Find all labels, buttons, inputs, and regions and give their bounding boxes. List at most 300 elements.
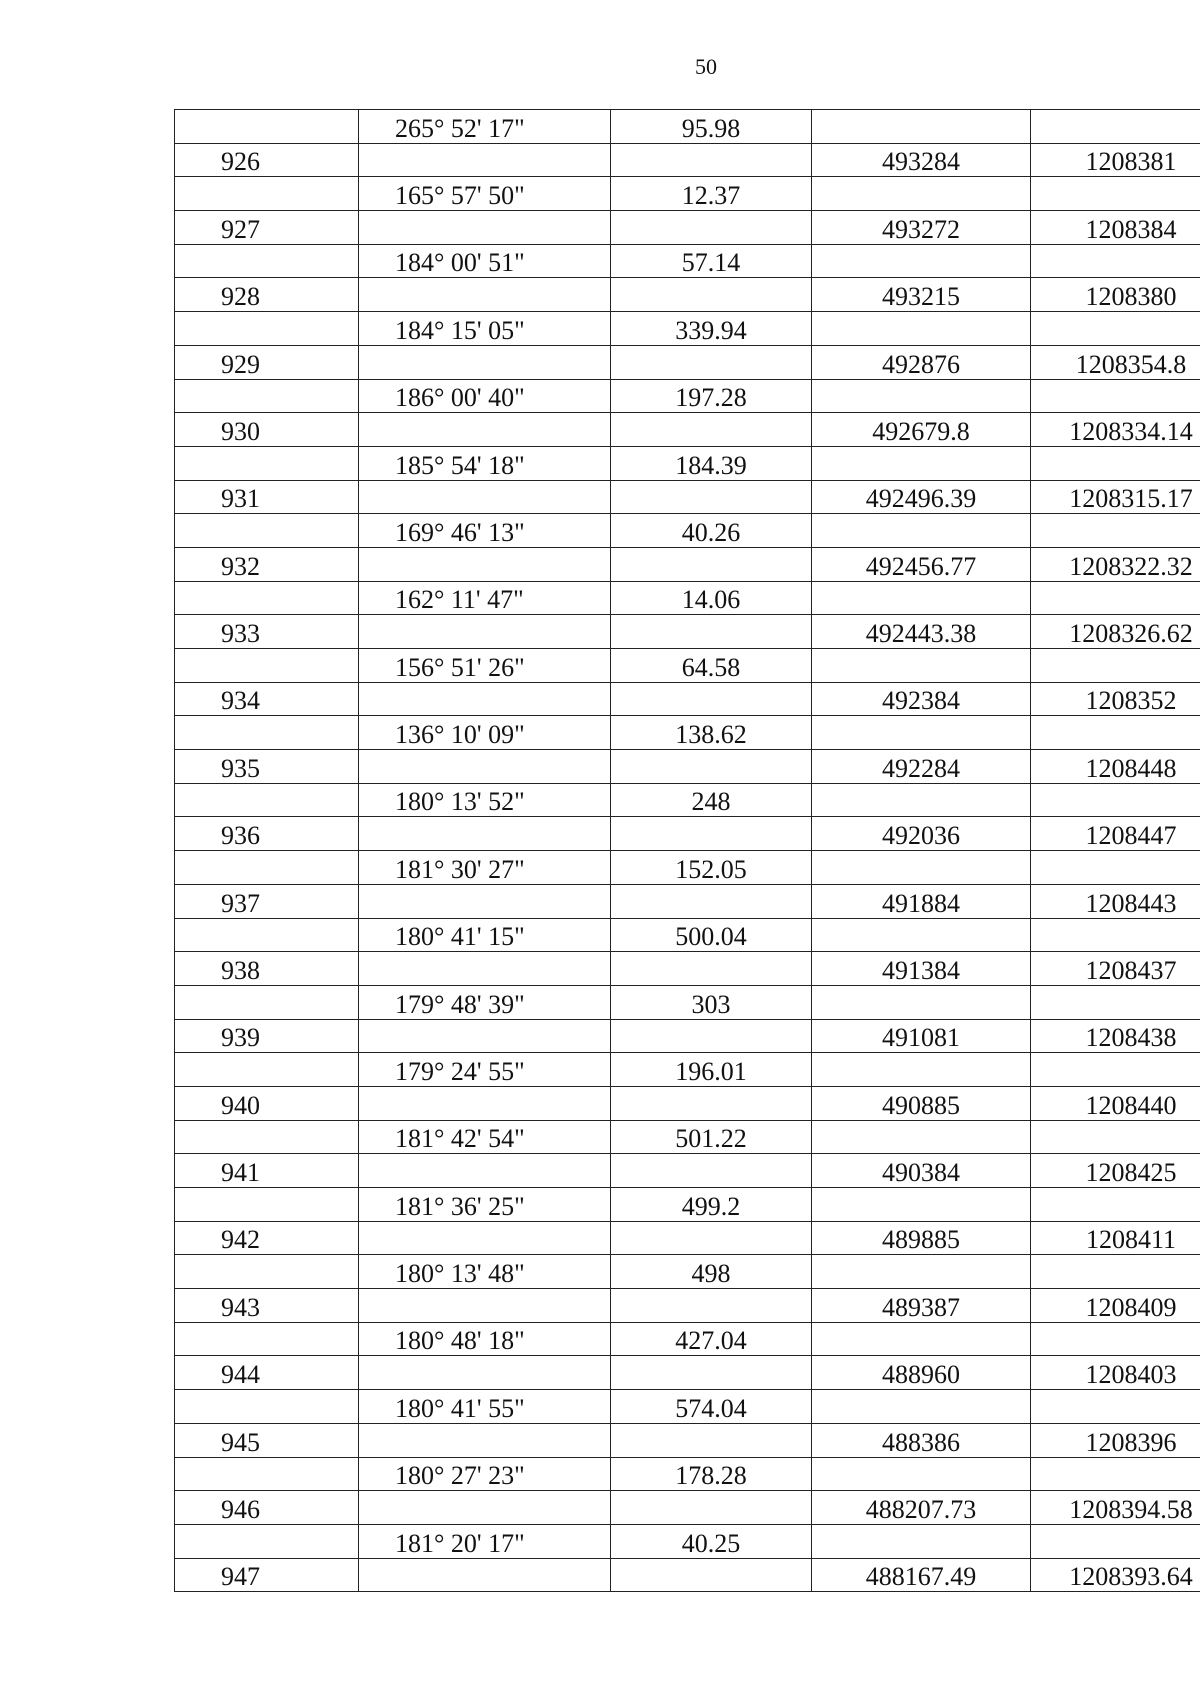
point-number-cell xyxy=(175,1154,359,1188)
y-coordinate-cell xyxy=(1031,1356,1200,1390)
table-row xyxy=(175,985,1200,1019)
distance-cell-text: 197.28 xyxy=(675,383,747,413)
bearing-angle-cell xyxy=(359,514,611,548)
y-coordinate-cell-text: 1208381 xyxy=(1085,147,1177,177)
table-row xyxy=(175,1322,1200,1356)
table-row xyxy=(175,918,1200,952)
bearing-angle-cell xyxy=(359,1457,611,1491)
distance-cell-text: 499.2 xyxy=(681,1191,741,1221)
y-coordinate-cell-text: 1208403 xyxy=(1085,1360,1177,1390)
y-coordinate-cell xyxy=(1031,379,1200,413)
bearing-angle-cell xyxy=(359,581,611,615)
x-coordinate-cell-text: 488386 xyxy=(882,1427,960,1457)
y-coordinate-cell xyxy=(1031,985,1200,1019)
x-coordinate-cell xyxy=(812,1019,1031,1053)
x-coordinate-cell-text: 492443.38 xyxy=(865,619,977,648)
point-number-cell xyxy=(175,1457,359,1491)
x-coordinate-cell-text: 490384 xyxy=(882,1158,960,1187)
table-row xyxy=(175,1120,1200,1154)
y-coordinate-cell-text: 1208326.62 xyxy=(1069,619,1193,648)
point-number-cell xyxy=(175,1356,359,1390)
x-coordinate-cell xyxy=(812,143,1031,177)
point-number-cell xyxy=(175,143,359,177)
bearing-angle-cell xyxy=(359,1558,611,1592)
x-coordinate-cell-text: 492284 xyxy=(882,753,960,783)
distance-cell xyxy=(611,1221,812,1255)
y-coordinate-cell-text: 1208396 xyxy=(1085,1427,1177,1457)
bearing-angle-cell xyxy=(359,1356,611,1390)
bearing-angle-cell-text: 162° 11' 47" xyxy=(395,585,524,615)
point-number-cell xyxy=(175,918,359,952)
distance-cell xyxy=(611,1423,812,1457)
bearing-angle-cell-text: 136° 10' 09" xyxy=(395,720,525,750)
distance-cell xyxy=(611,143,812,177)
point-number-cell-text: 938 xyxy=(221,955,260,985)
distance-cell xyxy=(611,514,812,548)
distance-cell xyxy=(611,1255,812,1289)
distance-cell xyxy=(611,851,812,885)
point-number-cell-text: 946 xyxy=(221,1494,260,1524)
distance-cell xyxy=(611,817,812,851)
distance-cell xyxy=(611,1390,812,1424)
table-row xyxy=(175,716,1200,750)
y-coordinate-cell xyxy=(1031,1289,1200,1323)
table-row xyxy=(175,1390,1200,1424)
distance-cell-text: 184.39 xyxy=(675,450,747,480)
x-coordinate-cell xyxy=(812,1255,1031,1289)
table-row xyxy=(175,884,1200,918)
x-coordinate-cell xyxy=(812,952,1031,986)
x-coordinate-cell-text: 492456.77 xyxy=(865,551,977,581)
point-number-cell-text: 945 xyxy=(221,1427,260,1457)
distance-cell-text: 500.04 xyxy=(675,922,747,952)
point-number-cell xyxy=(175,514,359,548)
distance-cell xyxy=(611,345,812,379)
point-number-cell xyxy=(175,1558,359,1592)
bearing-angle-cell xyxy=(359,682,611,716)
bearing-angle-cell-text: 180° 41' 15" xyxy=(395,922,525,952)
y-coordinate-cell xyxy=(1031,1491,1200,1525)
point-number-cell-text: 931 xyxy=(221,484,260,514)
distance-cell xyxy=(611,244,812,278)
distance-cell xyxy=(611,1457,812,1491)
distance-cell xyxy=(611,952,812,986)
x-coordinate-cell xyxy=(812,851,1031,885)
point-number-cell xyxy=(175,884,359,918)
y-coordinate-cell xyxy=(1031,110,1200,144)
x-coordinate-cell xyxy=(812,312,1031,346)
bearing-angle-cell-text: 179° 24' 55" xyxy=(395,1056,525,1086)
distance-cell xyxy=(611,1019,812,1053)
bearing-angle-cell-text: 181° 20' 17" xyxy=(395,1528,525,1558)
x-coordinate-cell-text: 493284 xyxy=(882,147,960,177)
table-row xyxy=(175,177,1200,211)
y-coordinate-cell xyxy=(1031,1255,1200,1289)
point-number-cell-text: 943 xyxy=(221,1292,260,1322)
y-coordinate-cell xyxy=(1031,1390,1200,1424)
distance-cell-text: 501.22 xyxy=(675,1124,747,1154)
point-number-cell-text: 926 xyxy=(221,147,260,177)
bearing-angle-cell xyxy=(359,817,611,851)
bearing-angle-cell xyxy=(359,1322,611,1356)
x-coordinate-cell xyxy=(812,682,1031,716)
x-coordinate-cell-text: 488960 xyxy=(882,1360,960,1390)
x-coordinate-cell xyxy=(812,817,1031,851)
x-coordinate-cell xyxy=(812,1390,1031,1424)
point-number-cell xyxy=(175,278,359,312)
y-coordinate-cell xyxy=(1031,480,1200,514)
point-number-cell xyxy=(175,211,359,245)
distance-cell xyxy=(611,1154,812,1188)
distance-cell xyxy=(611,312,812,346)
distance-cell xyxy=(611,211,812,245)
point-number-cell-text: 944 xyxy=(221,1360,260,1390)
bearing-angle-cell xyxy=(359,1086,611,1120)
bearing-angle-cell xyxy=(359,1019,611,1053)
distance-cell-text: 57.14 xyxy=(681,248,741,278)
table-row xyxy=(175,783,1200,817)
point-number-cell xyxy=(175,952,359,986)
distance-cell-text: 64.58 xyxy=(681,652,741,682)
point-number-cell xyxy=(175,783,359,817)
distance-cell xyxy=(611,716,812,750)
x-coordinate-cell-text: 489387 xyxy=(882,1292,960,1322)
bearing-angle-cell-text: 265° 52' 17" xyxy=(395,113,525,143)
bearing-angle-cell xyxy=(359,952,611,986)
bearing-angle-cell-text: 180° 27' 23" xyxy=(395,1461,525,1491)
point-number-cell-text: 937 xyxy=(221,888,260,918)
point-number-cell-text: 940 xyxy=(221,1090,260,1120)
x-coordinate-cell-text: 491384 xyxy=(882,955,960,985)
bearing-angle-cell-text: 184° 00' 51" xyxy=(395,248,525,278)
x-coordinate-cell-text: 491081 xyxy=(882,1023,960,1053)
table-row xyxy=(175,211,1200,245)
table-row xyxy=(175,1086,1200,1120)
distance-cell xyxy=(611,918,812,952)
point-number-cell xyxy=(175,649,359,683)
x-coordinate-cell xyxy=(812,918,1031,952)
bearing-angle-cell-text: 180° 41' 55" xyxy=(395,1393,525,1423)
distance-cell xyxy=(611,177,812,211)
point-number-cell-text: 932 xyxy=(221,551,260,581)
point-number-cell xyxy=(175,1491,359,1525)
bearing-angle-cell xyxy=(359,278,611,312)
x-coordinate-cell xyxy=(812,1154,1031,1188)
distance-cell xyxy=(611,1322,812,1356)
table-row xyxy=(175,1221,1200,1255)
y-coordinate-cell-text: 1208447 xyxy=(1085,821,1177,851)
x-coordinate-cell xyxy=(812,177,1031,211)
table-row xyxy=(175,1255,1200,1289)
bearing-angle-cell xyxy=(359,1255,611,1289)
y-coordinate-cell xyxy=(1031,851,1200,885)
distance-cell-text: 14.06 xyxy=(681,585,741,615)
distance-cell xyxy=(611,884,812,918)
bearing-angle-cell xyxy=(359,547,611,581)
y-coordinate-cell-text: 1208425 xyxy=(1085,1158,1177,1187)
y-coordinate-cell xyxy=(1031,649,1200,683)
y-coordinate-cell-text: 1208380 xyxy=(1085,282,1177,312)
table-row xyxy=(175,952,1200,986)
table-row xyxy=(175,446,1200,480)
x-coordinate-cell xyxy=(812,1221,1031,1255)
table-row xyxy=(175,1423,1200,1457)
bearing-angle-cell xyxy=(359,918,611,952)
bearing-angle-cell-text: 186° 00' 40" xyxy=(395,383,525,413)
point-number-cell xyxy=(175,1086,359,1120)
coordinate-table-body xyxy=(175,110,1200,1592)
bearing-angle-cell xyxy=(359,143,611,177)
distance-cell-text: 12.37 xyxy=(681,181,741,211)
y-coordinate-cell xyxy=(1031,244,1200,278)
table-row xyxy=(175,413,1200,447)
x-coordinate-cell xyxy=(812,884,1031,918)
y-coordinate-cell-text: 1208394.58 xyxy=(1069,1494,1193,1524)
bearing-angle-cell xyxy=(359,783,611,817)
y-coordinate-cell xyxy=(1031,1188,1200,1222)
point-number-cell xyxy=(175,345,359,379)
distance-cell xyxy=(611,783,812,817)
table-row xyxy=(175,244,1200,278)
point-number-cell-text: 929 xyxy=(221,349,260,379)
distance-cell xyxy=(611,1120,812,1154)
table-row xyxy=(175,581,1200,615)
y-coordinate-cell xyxy=(1031,952,1200,986)
x-coordinate-cell-text: 488207.73 xyxy=(865,1494,977,1524)
x-coordinate-cell-text: 488167.49 xyxy=(865,1562,977,1592)
y-coordinate-cell xyxy=(1031,1221,1200,1255)
bearing-angle-cell xyxy=(359,211,611,245)
y-coordinate-cell xyxy=(1031,1558,1200,1592)
y-coordinate-cell-text: 1208354.8 xyxy=(1075,349,1187,379)
x-coordinate-cell xyxy=(812,1289,1031,1323)
y-coordinate-cell xyxy=(1031,1053,1200,1087)
x-coordinate-cell xyxy=(812,211,1031,245)
y-coordinate-cell xyxy=(1031,1154,1200,1188)
point-number-cell xyxy=(175,413,359,447)
distance-cell xyxy=(611,1086,812,1120)
bearing-angle-cell xyxy=(359,480,611,514)
x-coordinate-cell xyxy=(812,379,1031,413)
y-coordinate-cell xyxy=(1031,682,1200,716)
y-coordinate-cell xyxy=(1031,884,1200,918)
x-coordinate-cell xyxy=(812,244,1031,278)
x-coordinate-cell xyxy=(812,615,1031,649)
bearing-angle-cell xyxy=(359,345,611,379)
bearing-angle-cell xyxy=(359,1120,611,1154)
bearing-angle-cell xyxy=(359,413,611,447)
bearing-angle-cell xyxy=(359,649,611,683)
x-coordinate-cell xyxy=(812,1423,1031,1457)
point-number-cell xyxy=(175,446,359,480)
y-coordinate-cell-text: 1208384 xyxy=(1085,214,1177,244)
point-number-cell-text: 927 xyxy=(221,214,260,244)
y-coordinate-cell-text: 1208334.14 xyxy=(1069,416,1193,446)
bearing-angle-cell xyxy=(359,1491,611,1525)
bearing-angle-cell-text: 184° 15' 05" xyxy=(395,315,525,345)
y-coordinate-cell xyxy=(1031,211,1200,245)
y-coordinate-cell xyxy=(1031,1322,1200,1356)
y-coordinate-cell xyxy=(1031,1019,1200,1053)
point-number-cell xyxy=(175,1221,359,1255)
table-row xyxy=(175,817,1200,851)
point-number-cell xyxy=(175,1322,359,1356)
bearing-angle-cell-text: 180° 48' 18" xyxy=(395,1326,525,1356)
table-row xyxy=(175,547,1200,581)
y-coordinate-cell xyxy=(1031,716,1200,750)
x-coordinate-cell xyxy=(812,1558,1031,1592)
table-row xyxy=(175,379,1200,413)
table-row xyxy=(175,615,1200,649)
table-row xyxy=(175,1356,1200,1390)
y-coordinate-cell xyxy=(1031,446,1200,480)
distance-cell xyxy=(611,379,812,413)
y-coordinate-cell xyxy=(1031,143,1200,177)
point-number-cell-text: 928 xyxy=(221,282,260,312)
distance-cell-text: 95.98 xyxy=(681,113,741,143)
x-coordinate-cell xyxy=(812,446,1031,480)
table-row xyxy=(175,1053,1200,1087)
x-coordinate-cell xyxy=(812,716,1031,750)
bearing-angle-cell-text: 181° 36' 25" xyxy=(395,1191,525,1221)
bearing-angle-cell xyxy=(359,1188,611,1222)
distance-cell xyxy=(611,615,812,649)
point-number-cell-text: 939 xyxy=(221,1023,260,1053)
y-coordinate-cell-text: 1208315.17 xyxy=(1069,484,1193,514)
point-number-cell xyxy=(175,177,359,211)
x-coordinate-cell xyxy=(812,345,1031,379)
x-coordinate-cell xyxy=(812,1086,1031,1120)
x-coordinate-cell-text: 492876 xyxy=(882,349,960,379)
point-number-cell xyxy=(175,244,359,278)
table-row xyxy=(175,1457,1200,1491)
distance-cell xyxy=(611,1524,812,1558)
table-row xyxy=(175,649,1200,683)
distance-cell xyxy=(611,682,812,716)
table-row xyxy=(175,1188,1200,1222)
point-number-cell xyxy=(175,379,359,413)
distance-cell-text: 427.04 xyxy=(675,1326,747,1356)
x-coordinate-cell xyxy=(812,547,1031,581)
x-coordinate-cell-text: 489885 xyxy=(882,1225,960,1255)
distance-cell xyxy=(611,985,812,1019)
x-coordinate-cell-text: 491884 xyxy=(882,888,960,918)
bearing-angle-cell-text: 185° 54' 18" xyxy=(395,450,525,480)
distance-cell-text: 40.26 xyxy=(681,517,741,547)
x-coordinate-cell xyxy=(812,110,1031,144)
y-coordinate-cell xyxy=(1031,1457,1200,1491)
table-row xyxy=(175,1154,1200,1188)
distance-cell xyxy=(611,110,812,144)
y-coordinate-cell-text: 1208437 xyxy=(1085,955,1177,985)
bearing-angle-cell xyxy=(359,446,611,480)
y-coordinate-cell xyxy=(1031,581,1200,615)
point-number-cell xyxy=(175,851,359,885)
x-coordinate-cell xyxy=(812,750,1031,784)
point-number-cell xyxy=(175,1053,359,1087)
bearing-angle-cell-text: 181° 42' 54" xyxy=(395,1124,525,1154)
table-row xyxy=(175,1558,1200,1592)
distance-cell xyxy=(611,649,812,683)
bearing-angle-cell xyxy=(359,312,611,346)
x-coordinate-cell xyxy=(812,1322,1031,1356)
distance-cell-text: 574.04 xyxy=(675,1393,747,1423)
distance-cell xyxy=(611,1558,812,1592)
y-coordinate-cell-text: 1208352 xyxy=(1085,686,1177,716)
table-row xyxy=(175,851,1200,885)
distance-cell-text: 152.05 xyxy=(675,854,747,884)
point-number-cell-text: 936 xyxy=(221,821,260,851)
point-number-cell xyxy=(175,750,359,784)
bearing-angle-cell xyxy=(359,1053,611,1087)
bearing-angle-cell xyxy=(359,244,611,278)
x-coordinate-cell xyxy=(812,783,1031,817)
point-number-cell xyxy=(175,615,359,649)
x-coordinate-cell xyxy=(812,1188,1031,1222)
point-number-cell xyxy=(175,1255,359,1289)
distance-cell xyxy=(611,1356,812,1390)
bearing-angle-cell-text: 165° 57' 50" xyxy=(395,181,525,211)
y-coordinate-cell xyxy=(1031,547,1200,581)
table-row xyxy=(175,682,1200,716)
y-coordinate-cell xyxy=(1031,514,1200,548)
distance-cell xyxy=(611,547,812,581)
point-number-cell-text: 934 xyxy=(221,686,260,716)
y-coordinate-cell-text: 1208409 xyxy=(1085,1292,1177,1322)
point-number-cell xyxy=(175,1019,359,1053)
point-number-cell xyxy=(175,547,359,581)
x-coordinate-cell xyxy=(812,1053,1031,1087)
y-coordinate-cell xyxy=(1031,1524,1200,1558)
y-coordinate-cell-text: 1208438 xyxy=(1085,1023,1177,1053)
table-row xyxy=(175,345,1200,379)
bearing-angle-cell xyxy=(359,1221,611,1255)
distance-cell xyxy=(611,446,812,480)
point-number-cell xyxy=(175,1120,359,1154)
x-coordinate-cell-text: 492384 xyxy=(882,686,960,716)
point-number-cell xyxy=(175,682,359,716)
table-row xyxy=(175,1019,1200,1053)
table-row xyxy=(175,514,1200,548)
point-number-cell-text: 930 xyxy=(221,416,260,446)
x-coordinate-cell xyxy=(812,1491,1031,1525)
distance-cell-text: 178.28 xyxy=(675,1461,747,1491)
bearing-angle-cell-text: 179° 48' 39" xyxy=(395,989,525,1019)
x-coordinate-cell-text: 490885 xyxy=(882,1090,960,1120)
bearing-angle-cell xyxy=(359,851,611,885)
distance-cell-text: 339.94 xyxy=(675,315,747,345)
table-row xyxy=(175,312,1200,346)
bearing-angle-cell xyxy=(359,716,611,750)
table-row xyxy=(175,143,1200,177)
bearing-angle-cell xyxy=(359,884,611,918)
x-coordinate-cell xyxy=(812,1120,1031,1154)
x-coordinate-cell xyxy=(812,1457,1031,1491)
point-number-cell xyxy=(175,817,359,851)
point-number-cell-text: 942 xyxy=(221,1225,260,1255)
distance-cell-text: 248 xyxy=(691,787,731,817)
distance-cell xyxy=(611,750,812,784)
y-coordinate-cell xyxy=(1031,1086,1200,1120)
coordinate-table xyxy=(174,109,1200,1592)
page-number: 50 xyxy=(695,54,717,79)
bearing-angle-cell xyxy=(359,110,611,144)
distance-cell-text: 498 xyxy=(691,1259,731,1289)
y-coordinate-cell-text: 1208393.64 xyxy=(1069,1562,1193,1592)
y-coordinate-cell xyxy=(1031,783,1200,817)
bearing-angle-cell xyxy=(359,1423,611,1457)
x-coordinate-cell-text: 492036 xyxy=(882,821,960,851)
